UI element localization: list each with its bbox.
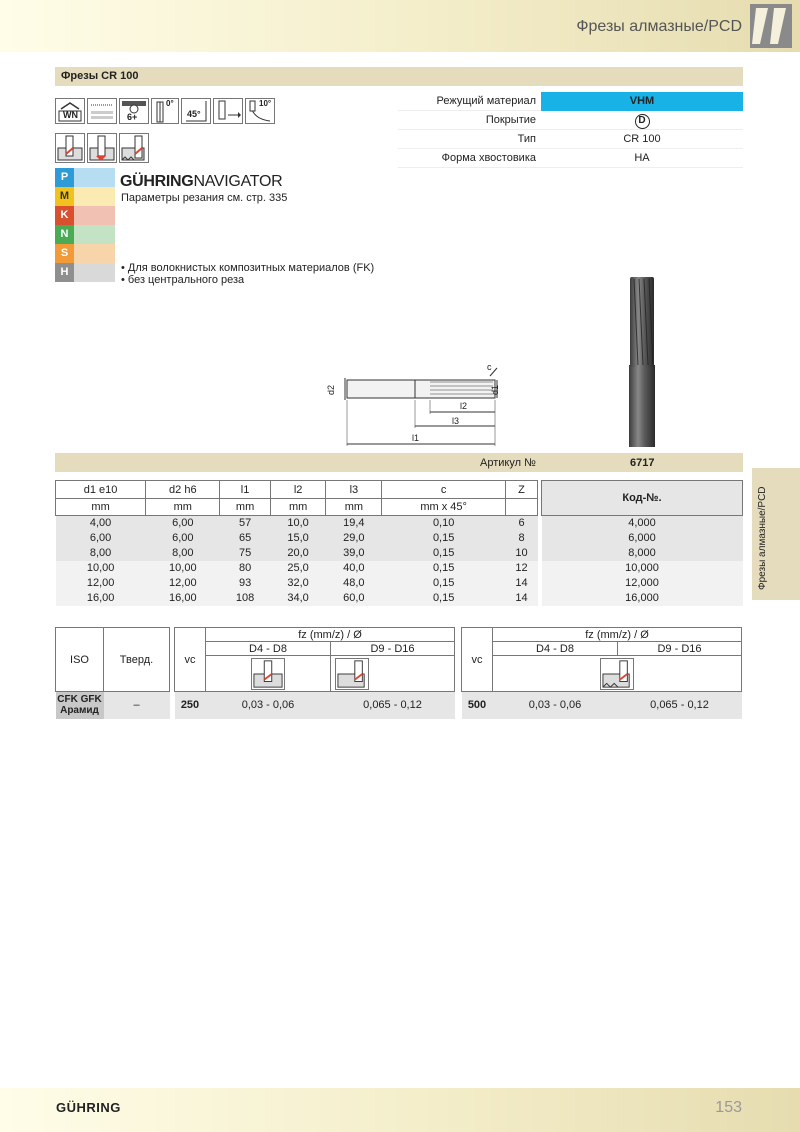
order-code[interactable]: 12,000: [542, 576, 743, 591]
table-cell: 80: [220, 561, 270, 576]
table-cell: 8,00: [56, 546, 146, 561]
dim-l1: l1: [412, 433, 420, 443]
material-letter: P: [55, 168, 74, 187]
table-cell: 40,0: [326, 561, 382, 576]
table-cell: 0,15: [382, 546, 506, 561]
table-cell: 39,0: [326, 546, 382, 561]
cutting-table-left: [174, 627, 455, 719]
navigator-brand: GÜHRING: [120, 173, 194, 190]
code-row: [542, 546, 743, 561]
property-value-shank: HA: [634, 152, 650, 164]
table-header-cell: l1: [220, 481, 270, 499]
code-row: [542, 516, 743, 531]
slot-milling-icon: [206, 656, 331, 692]
tool-photo: [626, 275, 658, 447]
vc-value: 250: [175, 692, 206, 719]
navigator-logo: [120, 173, 282, 191]
table-cell: 10,00: [146, 561, 220, 576]
footer-logo: GÜHRING: [56, 1100, 121, 1115]
ramping-angle-label: 10°: [259, 99, 272, 108]
header-title: Фрезы алмазные/PCD: [576, 18, 742, 35]
teeth-label: 6+: [127, 112, 138, 122]
table-cell: 93: [220, 576, 270, 591]
table-unit-cell: [506, 499, 538, 516]
table-cell: 6,00: [146, 516, 220, 531]
table-cell: 8,00: [146, 546, 220, 561]
hardness-value: –: [104, 692, 170, 719]
table-cell: 8: [506, 531, 538, 546]
table-row: [56, 531, 538, 546]
table-cell: 0,15: [382, 561, 506, 576]
range-header: D4 - D8: [206, 642, 331, 656]
table-cell: 25,0: [270, 561, 326, 576]
material-letter: S: [55, 244, 74, 263]
helix-angle-icon: [151, 98, 179, 124]
table-cell: 10: [506, 546, 538, 561]
vc-header: vc: [175, 628, 206, 692]
fz-header: fz (mm/z) / Ø: [206, 628, 455, 642]
vc-header: vc: [462, 628, 493, 692]
dim-l3: l3: [452, 416, 460, 426]
note-item: • без центрального реза: [121, 274, 245, 286]
code-header: Код-№.: [542, 481, 743, 516]
table-header-cell: Z: [506, 481, 538, 499]
ramping-angle-icon: [245, 98, 275, 124]
material-name: CFK GFK: [57, 694, 102, 706]
side-tab-label: Фрезы алмазные/PCD: [757, 486, 768, 590]
article-number: 6717: [630, 457, 655, 469]
feed-direction-icon: [213, 98, 243, 124]
material-letter: M: [55, 187, 74, 206]
property-value-vhm: VHM: [541, 92, 743, 111]
material-color: [74, 244, 115, 263]
fz-header: fz (mm/z) / Ø: [493, 628, 742, 642]
table-cell: 6,00: [56, 531, 146, 546]
section-title: Фрезы CR 100: [61, 70, 139, 82]
table-row: [56, 561, 538, 576]
slot-milling-icon: [55, 133, 85, 163]
table-cell: 48,0: [326, 576, 382, 591]
order-code[interactable]: 8,000: [542, 546, 743, 561]
table-cell: 12,00: [56, 576, 146, 591]
table-cell: 65: [220, 531, 270, 546]
material-group-k: [55, 206, 115, 225]
material-color: [74, 187, 115, 206]
plunge-milling-icon: [493, 656, 742, 692]
property-row-shank: [398, 149, 743, 168]
table-row: [56, 516, 538, 531]
table-unit-cell: mm: [326, 499, 382, 516]
table-cell: 0,15: [382, 576, 506, 591]
code-row: [542, 561, 743, 576]
table-cell: 75: [220, 546, 270, 561]
material-name: Арамид: [60, 705, 99, 717]
table-cell: 20,0: [270, 546, 326, 561]
vc-value: 500: [462, 692, 493, 719]
table-cell: 16,00: [146, 591, 220, 606]
property-value-coating: [541, 111, 743, 130]
order-code[interactable]: 10,000: [542, 561, 743, 576]
fz-value: 0,03 - 0,06: [206, 692, 331, 719]
page-number: 153: [715, 1099, 742, 1116]
range-header: D9 - D16: [331, 642, 455, 656]
navigator-subtitle: Параметры резания см. стр. 335: [121, 192, 288, 204]
material-color: [74, 225, 115, 244]
material-cell: [56, 692, 104, 719]
order-code[interactable]: 16,000: [542, 591, 743, 606]
chapter-logo-icon: [750, 4, 792, 48]
material-group-s: [55, 244, 115, 263]
material-letter: H: [55, 263, 74, 282]
plunge-milling-icon: [87, 133, 117, 163]
code-row: [542, 531, 743, 546]
order-code[interactable]: 4,000: [542, 516, 743, 531]
table-unit-cell: mm: [146, 499, 220, 516]
property-label: Покрытие: [485, 114, 536, 126]
teeth-count-icon: [119, 98, 149, 124]
property-value-type: CR 100: [623, 133, 661, 145]
table-cell: 12: [506, 561, 538, 576]
property-row-material: [398, 92, 743, 111]
table-cell: 10,0: [270, 516, 326, 531]
table-cell: 6: [506, 516, 538, 531]
property-row-type: [398, 130, 743, 149]
table-units-row: [56, 499, 538, 516]
table-unit-cell: mm x 45°: [382, 499, 506, 516]
material-group-m: [55, 187, 115, 206]
table-cell: 57: [220, 516, 270, 531]
material-group-h: [55, 263, 115, 282]
property-label: Тип: [517, 133, 536, 145]
table-row: [56, 576, 538, 591]
iso-header: ISO: [56, 628, 104, 692]
table-header-cell: l3: [326, 481, 382, 499]
table-cell: 16,00: [56, 591, 146, 606]
table-row: [56, 546, 538, 561]
order-code[interactable]: 6,000: [542, 531, 743, 546]
side-milling-icon: [331, 656, 455, 692]
range-header: D4 - D8: [493, 642, 618, 656]
property-label: Форма хвостовика: [441, 152, 536, 164]
table-cell: 12,00: [146, 576, 220, 591]
chamfer-angle-icon: [181, 98, 211, 124]
code-row: [542, 576, 743, 591]
wn-standard-icon: [55, 98, 85, 124]
table-cell: 60,0: [326, 591, 382, 606]
code-row: [542, 591, 743, 606]
code-header-row: [542, 481, 743, 516]
hardness-header: Тверд.: [104, 628, 170, 692]
navigator-product: NAVIGATOR: [193, 173, 283, 190]
cutting-table-right: [461, 627, 742, 719]
dim-d2: d2: [326, 384, 337, 396]
chamfer-angle-label: 45°: [187, 109, 201, 119]
material-color: [74, 206, 115, 225]
table-unit-cell: mm: [56, 499, 146, 516]
dim-c: c: [487, 362, 492, 372]
table-header-cell: c: [382, 481, 506, 499]
table-cell: 14: [506, 591, 538, 606]
table-header-row: [56, 481, 538, 499]
material-group-n: [55, 225, 115, 244]
surface-finish-icon: [87, 98, 117, 124]
note-item: • Для волокнистых композитных материалов (FK): [121, 262, 375, 274]
side-milling-icon: [119, 133, 149, 163]
table-header-cell: d1 e10: [56, 481, 146, 499]
table-cell: 4,00: [56, 516, 146, 531]
section-bar: [55, 67, 743, 86]
material-color: [74, 168, 115, 187]
wn-label: WN: [63, 110, 78, 120]
table-cell: 0,10: [382, 516, 506, 531]
table-unit-cell: mm: [270, 499, 326, 516]
material-color: [74, 263, 115, 282]
fz-value: 0,065 - 0,12: [618, 692, 742, 719]
dimensions-table: [55, 480, 538, 606]
table-unit-cell: mm: [220, 499, 270, 516]
material-letter: K: [55, 206, 74, 225]
article-label: Артикул №: [480, 457, 536, 469]
range-header: D9 - D16: [618, 642, 742, 656]
code-table: [541, 480, 743, 606]
dim-l2: l2: [460, 401, 468, 411]
table-header-cell: d2 h6: [146, 481, 220, 499]
table-cell: 6,00: [146, 531, 220, 546]
dim-d1: d1: [490, 384, 501, 396]
table-header-cell: l2: [270, 481, 326, 499]
table-cell: 14: [506, 576, 538, 591]
table-cell: 32,0: [270, 576, 326, 591]
fz-value: 0,065 - 0,12: [331, 692, 455, 719]
property-row-coating: [398, 111, 743, 130]
iso-table: [55, 627, 170, 719]
table-cell: 19,4: [326, 516, 382, 531]
coating-d-badge: D: [635, 114, 650, 129]
table-cell: 15,0: [270, 531, 326, 546]
fz-value: 0,03 - 0,06: [493, 692, 618, 719]
property-label: Режущий материал: [436, 95, 536, 107]
material-group-p: [55, 168, 115, 187]
table-cell: 0,15: [382, 531, 506, 546]
table-cell: 0,15: [382, 591, 506, 606]
table-row: [56, 591, 538, 606]
table-cell: 29,0: [326, 531, 382, 546]
table-cell: 108: [220, 591, 270, 606]
material-letter: N: [55, 225, 74, 244]
table-cell: 34,0: [270, 591, 326, 606]
helix-angle-label: 0°: [166, 99, 174, 108]
table-cell: 10,00: [56, 561, 146, 576]
